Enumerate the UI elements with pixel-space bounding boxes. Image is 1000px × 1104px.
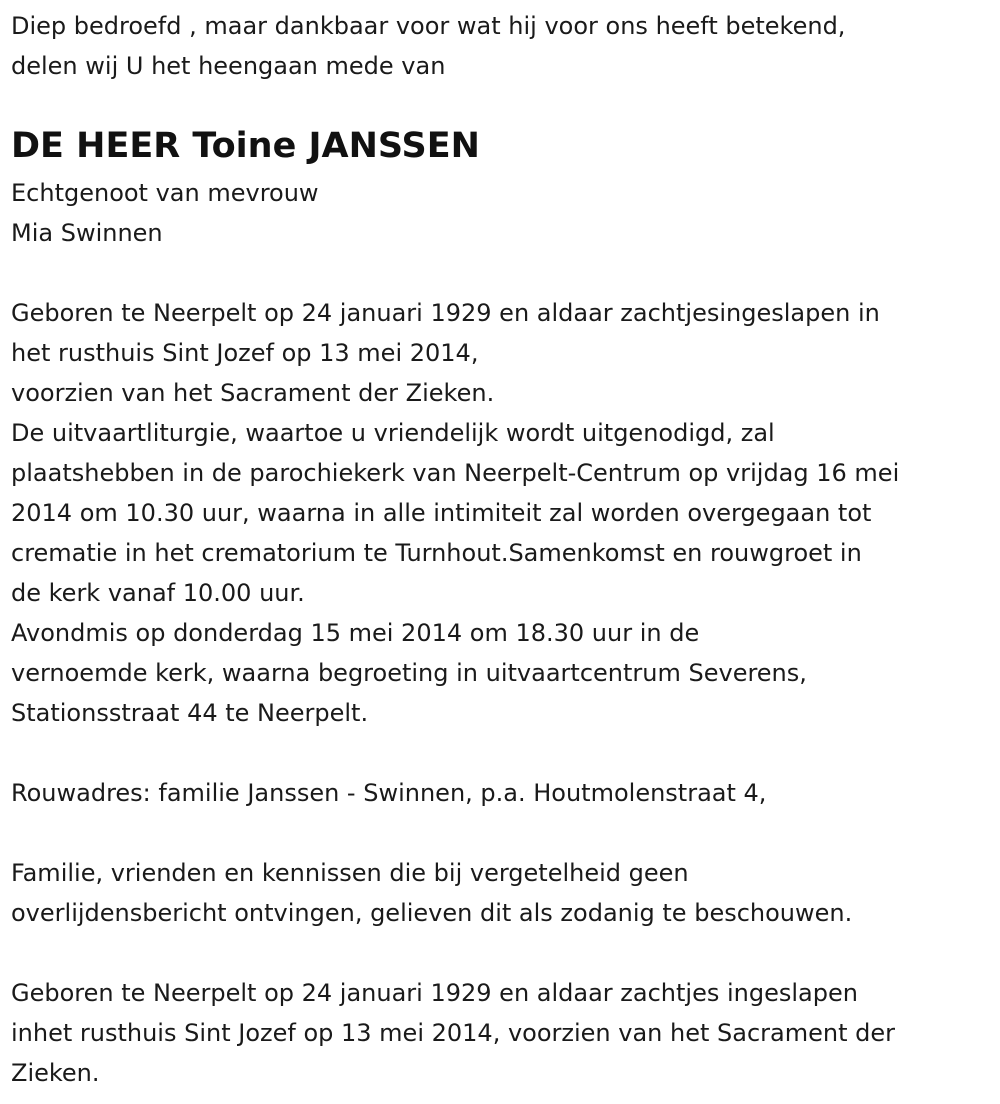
details-line: voorzien van het Sacrament der Zieken.: [11, 379, 495, 407]
details-line: het rusthuis Sint Jozef op 13 mei 2014,: [11, 339, 479, 367]
spouse-line: Echtgenoot van mevrouw: [11, 179, 319, 207]
details-line: Avondmis op donderdag 15 mei 2014 om 18.30 uur in de: [11, 619, 700, 647]
details-paragraph: [11, 293, 996, 733]
intro-paragraph: [11, 6, 996, 86]
paragraph-spacer: [11, 813, 996, 853]
notice-paragraph: [11, 853, 996, 933]
notice-line: overlijdensbericht ontvingen, gelieven dit als zodanig te beschouwen.: [11, 899, 853, 927]
obituary-document: [11, 0, 996, 1093]
details-line: crematie in het crematorium te Turnhout.Samenkomst en rouwgroet in: [11, 539, 862, 567]
details-line: Stationsstraat 44 te Neerpelt.: [11, 699, 369, 727]
paragraph-spacer: [11, 933, 996, 973]
closing-paragraph: [11, 973, 996, 1093]
spouse-name: Mia Swinnen: [11, 219, 163, 247]
intro-line: delen wij U het heengaan mede van: [11, 52, 446, 80]
mourning-address: Rouwadres: familie Janssen - Swinnen, p.a. Houtmolenstraat 4,: [11, 779, 767, 807]
paragraph-spacer: [11, 733, 996, 773]
spouse-paragraph: [11, 173, 996, 253]
details-line: 2014 om 10.30 uur, waarna in alle intimiteit zal worden overgegaan tot: [11, 499, 872, 527]
closing-line: inhet rusthuis Sint Jozef op 13 mei 2014, voorzien van het Sacrament der: [11, 1019, 896, 1047]
details-line: Geboren te Neerpelt op 24 januari 1929 en aldaar zachtjesingeslapen in: [11, 299, 880, 327]
details-line: vernoemde kerk, waarna begroeting in uitvaartcentrum Severens,: [11, 659, 807, 687]
deceased-name: DE HEER Toine JANSSEN: [11, 126, 480, 166]
paragraph-spacer: [11, 253, 996, 293]
details-line: De uitvaartliturgie, waartoe u vriendelijk wordt uitgenodigd, zal: [11, 419, 775, 447]
closing-line: Zieken.: [11, 1059, 100, 1087]
notice-line: Familie, vrienden en kennissen die bij vergetelheid geen: [11, 859, 689, 887]
closing-line: Geboren te Neerpelt op 24 januari 1929 en aldaar zachtjes ingeslapen: [11, 979, 858, 1007]
details-line: plaatshebben in de parochiekerk van Neerpelt-Centrum op vrijdag 16 mei: [11, 459, 900, 487]
intro-line: Diep bedroefd , maar dankbaar voor wat hij voor ons heeft betekend,: [11, 12, 846, 40]
details-line: de kerk vanaf 10.00 uur.: [11, 579, 305, 607]
